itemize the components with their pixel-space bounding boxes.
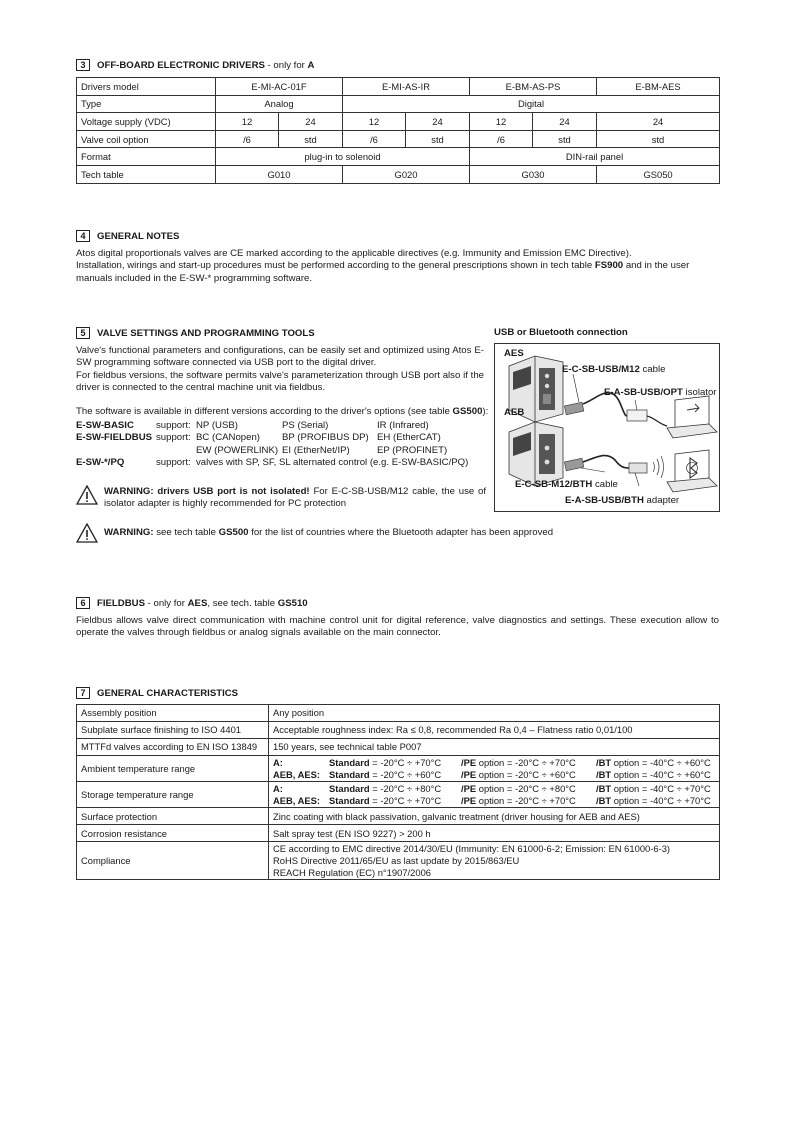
aes-label: AES	[504, 348, 524, 359]
section-number: 3	[76, 59, 90, 71]
table-cell: 24	[597, 113, 720, 131]
table-row	[77, 756, 720, 782]
table-cell: 24	[533, 113, 597, 131]
section-title: GENERAL CHARACTERISTICS	[97, 687, 239, 699]
usb-diagram	[494, 343, 720, 512]
section-title: VALVE SETTINGS AND PROGRAMMING TOOLS	[97, 327, 315, 339]
section-number: 6	[76, 597, 90, 609]
table-cell: 24	[406, 113, 470, 131]
section-title: OFF-BOARD ELECTRONIC DRIVERS - only for A	[97, 59, 315, 71]
table-row	[77, 113, 720, 131]
isolator-label: E-A-SB-USB/OPT isolator	[604, 387, 717, 398]
section-6-header	[76, 596, 308, 610]
row-label: Voltage supply (VDC)	[77, 113, 216, 131]
list-item: E-SW-*/PQ support: valves with SP, SF, SL alternated control (e.g. E-SW-BASIC/PQ)	[76, 456, 469, 468]
paragraph: For fieldbus versions, the software permits valve's parameterization through USB port also if the driver is connected to the central machine unit via fieldbus.	[76, 369, 484, 394]
list-item: EW (POWERLINK) EI (EtherNet/IP) EP (PROFINET)	[196, 444, 448, 456]
list-item: E-SW-BASIC support: NP (USB) PS (Serial) IR (Infrared)	[76, 420, 429, 431]
paragraph: Installation, wirings and start-up procedures must be performed according to the general prescriptions shown in tech table FS900 and in the user manuals included in the E-SW-* programming software.	[76, 260, 690, 284]
row-label: Compliance	[77, 842, 269, 880]
programming-text	[76, 345, 484, 395]
warning-icon	[76, 485, 98, 505]
table-row	[77, 722, 720, 739]
software-versions-list	[76, 420, 496, 469]
aeb-label: AEB	[504, 407, 525, 418]
section-7-header	[76, 686, 238, 700]
table-cell: std	[533, 130, 597, 148]
warning-text: WARNING: see tech table GS500 for the list of countries where the Bluetooth adapter has been approved	[104, 527, 554, 538]
adapter-label: E-A-SB-USB/BTH adapter	[565, 495, 680, 506]
row-label: Valve coil option	[77, 130, 216, 148]
table-cell: Digital	[343, 95, 720, 113]
row-label: Surface protection	[77, 808, 269, 825]
row-value: Acceptable roughness index: Ra ≤ 0,8, recommended Ra 0,4 – Flatness ratio 0,01/100	[269, 722, 720, 739]
general-notes-text	[76, 248, 719, 285]
paragraph: Atos digital proportionals valves are CE marked according to the applicable directives (e.g. Immunity and Emission EMC Directive).	[76, 248, 632, 259]
table-cell: std	[406, 130, 470, 148]
row-value: Any position	[269, 705, 720, 722]
row-label: Subplate surface finishing to ISO 4401	[77, 722, 269, 739]
table-cell: plug-in to solenoid	[216, 148, 470, 166]
section-number: 5	[76, 327, 90, 339]
table-cell: G020	[343, 165, 470, 183]
table-row	[77, 78, 720, 96]
warning-bluetooth	[76, 523, 676, 543]
table-cell: std	[279, 130, 343, 148]
table-row	[77, 705, 720, 722]
table-row	[77, 782, 720, 808]
table-row	[77, 808, 720, 825]
cable-usb-label: E-C-SB-USB/M12 cable	[562, 364, 666, 375]
row-label: Ambient temperature range	[77, 756, 269, 782]
table-cell: 12	[216, 113, 279, 131]
row-value: 150 years, see technical table P007	[269, 739, 720, 756]
table-cell: std	[597, 130, 720, 148]
section-3-header	[76, 58, 314, 72]
table-cell: Analog	[216, 95, 343, 113]
table-cell: E-BM-AES	[597, 78, 720, 96]
row-label: Type	[77, 95, 216, 113]
table-cell: /6	[470, 130, 533, 148]
row-value: CE according to EMC directive 2014/30/EU (Immunity: EN 61000-6-2; Emission: EN 61000-6-3) RoHS Directive 2011/65/EU as last update by 2015/863/EU REACH Regulation (EC) n°1907/2006	[269, 842, 720, 880]
table-cell: 12	[343, 113, 406, 131]
table-cell: DIN-rail panel	[470, 148, 720, 166]
drivers-table	[76, 77, 720, 184]
general-characteristics-table	[76, 704, 720, 880]
row-label: Format	[77, 148, 216, 166]
table-cell: 12	[470, 113, 533, 131]
row-label: Assembly position	[77, 705, 269, 722]
aeb-valve-icon	[509, 422, 563, 486]
laptop-icon	[667, 396, 717, 438]
row-value: A: Standard = -20°C ÷ +70°C /PE option = -20°C ÷ +70°C /BT option = -40°C ÷ +60°C AEB, AES: Standard = -20°C ÷ +60°C /PE option = -20°C ÷ +60°C /BT option = -40°C ÷ +60°C	[269, 756, 720, 782]
table-row	[77, 148, 720, 166]
table-row	[77, 165, 720, 183]
paragraph: Valve's functional parameters and configurations, can be easily set and optimized using Atos E-SW programming software connected via USB port to the digital driver.	[76, 345, 484, 369]
table-cell: E-MI-AS-IR	[343, 78, 470, 96]
row-value: Salt spray test (EN ISO 9227) > 200 h	[269, 825, 720, 842]
table-cell: /6	[343, 130, 406, 148]
section-title: FIELDBUS - only for AES, see tech. table GS510	[97, 597, 308, 609]
software-versions-intro: The software is available in different versions according to the driver's options (see table GS500):	[76, 406, 489, 417]
table-cell: E-BM-AS-PS	[470, 78, 597, 96]
warning-text: WARNING: drivers USB port is not isolated! For E-C-SB-USB/M12 cable, the use of isolator adapter is highly recommended for PC protection	[104, 486, 486, 509]
table-cell: GS050	[597, 165, 720, 183]
fieldbus-text: Fieldbus allows valve direct communication with machine control unit for digital reference, valve diagnostics and settings. These execution allow to operate the valves through fieldbus or analog signals available on the main connector.	[76, 615, 719, 639]
usb-panel-title: USB or Bluetooth connection	[494, 327, 628, 338]
list-item: E-SW-FIELDBUS support: BC (CANopen) BP (PROFIBUS DP) EH (EtherCAT)	[76, 432, 441, 444]
table-cell: /6	[216, 130, 279, 148]
row-label: Storage temperature range	[77, 782, 269, 808]
section-5-header	[76, 326, 315, 340]
table-cell: E-MI-AC-01F	[216, 78, 343, 96]
cable-bth-label: E-C-SB-M12/BTH cable	[515, 479, 618, 490]
table-row	[77, 825, 720, 842]
row-label: Tech table	[77, 165, 216, 183]
table-row	[77, 130, 720, 148]
warning-usb	[76, 485, 486, 510]
row-label: Corrosion resistance	[77, 825, 269, 842]
warning-icon	[76, 523, 98, 543]
section-4-header	[76, 229, 179, 243]
table-row	[77, 739, 720, 756]
laptop-bluetooth-icon	[667, 450, 717, 492]
section-title: GENERAL NOTES	[97, 230, 180, 242]
section-number: 7	[76, 687, 90, 699]
table-row	[77, 842, 720, 880]
row-label: Drivers model	[77, 78, 216, 96]
table-cell: G010	[216, 165, 343, 183]
table-cell: G030	[470, 165, 597, 183]
section-number: 4	[76, 230, 90, 242]
row-label: MTTFd valves according to EN ISO 13849	[77, 739, 269, 756]
table-row	[77, 95, 720, 113]
table-cell: 24	[279, 113, 343, 131]
row-value: Zinc coating with black passivation, galvanic treatment (driver housing for AEB and AES)	[269, 808, 720, 825]
row-value: A: Standard = -20°C ÷ +80°C /PE option = -20°C ÷ +80°C /BT option = -40°C ÷ +70°C AEB, AES: Standard = -20°C ÷ +70°C /PE option = -20°C ÷ +70°C /BT option = -40°C ÷ +70°C	[269, 782, 720, 808]
